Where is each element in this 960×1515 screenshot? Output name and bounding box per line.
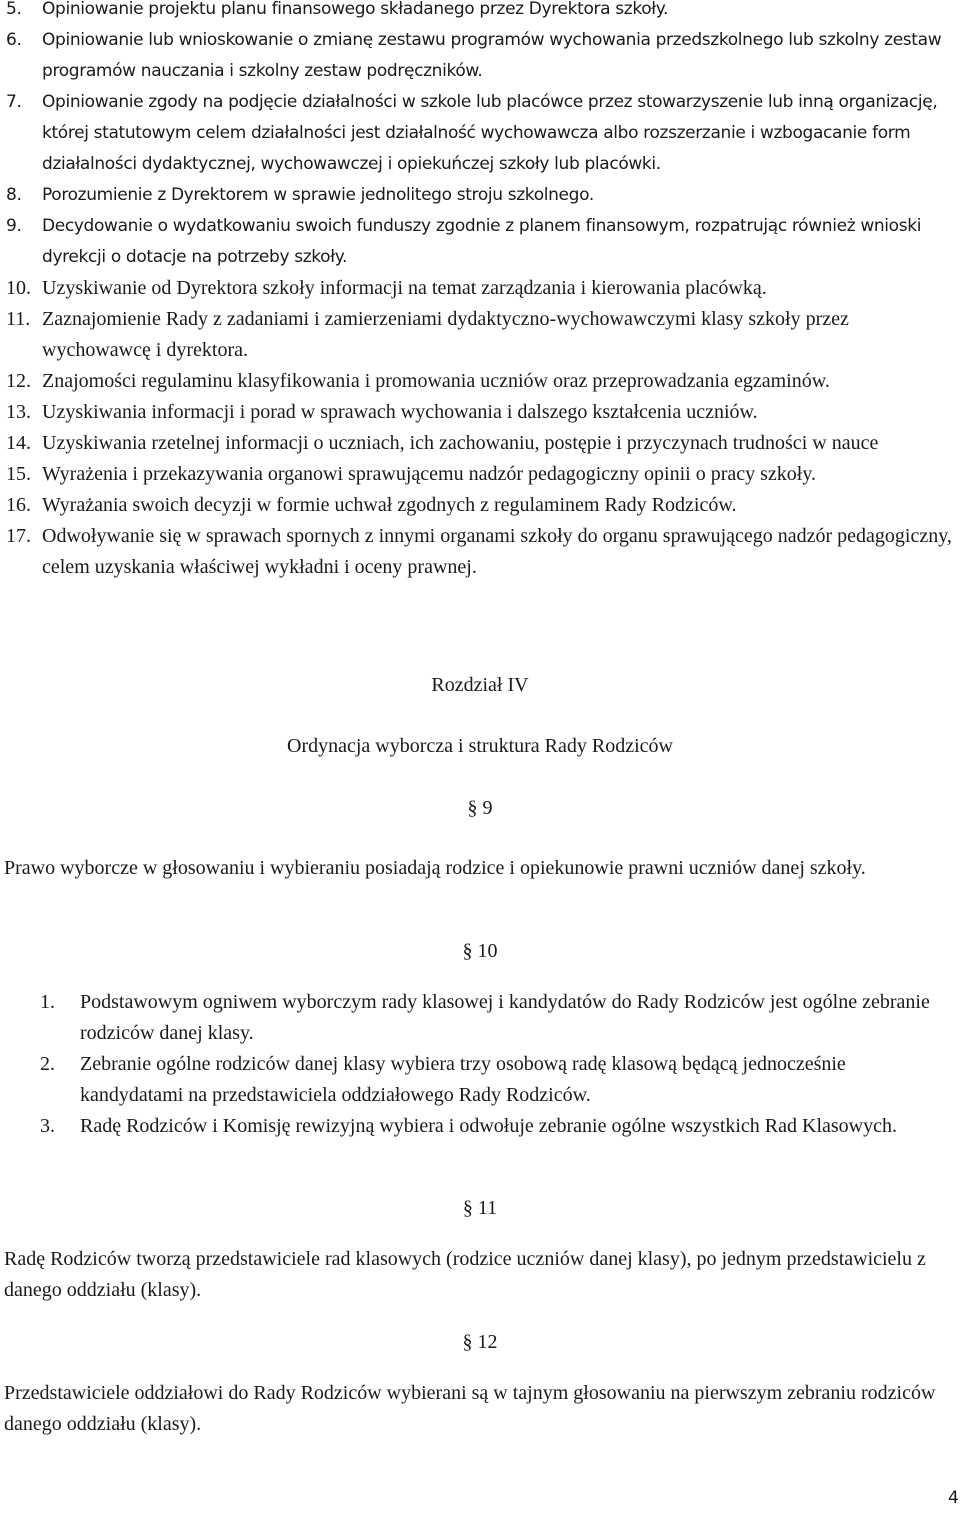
list-text: Uzyskiwanie od Dyrektora szkoły informacji na temat zarządzania i kierowania placówką. [42, 277, 767, 299]
list-text: Odwoływanie się w sprawach spornych z innymi organami szkoły do organu sprawującego nadzór pedagogiczny, celem uzyskania właściwej wykładni i oceny prawnej. [42, 525, 952, 578]
list-item [6, 211, 960, 273]
list-text: Decydowanie o wydatkowaniu swoich funduszy zgodnie z planem finansowym, rozpatrując również wnioski dyrekcji o dotacje na potrzeby szkoły. [42, 216, 922, 267]
list-item [40, 1049, 940, 1111]
list-item [6, 180, 960, 211]
section-9-text: Prawo wyborcze w głosowaniu i wybieraniu posiadają rodzice i opiekunowie prawni uczniów danej szkoły. [4, 857, 866, 879]
list-text: Znajomości regulaminu klasyfikowania i promowania uczniów oraz przeprowadzania egzaminów. [42, 370, 830, 392]
section-mark-12: § 12 [462, 1331, 498, 1353]
list-item [6, 0, 960, 25]
list-text: Opiniowanie zgody na podjęcie działalności w szkole lub placówce przez stowarzyszenie lub inną organizację, której statutowym celem działalności jest działalność wychowawcza albo rozszerzanie i wzbogacanie form działalności dydaktycznej, wychowawczej i opiekuńczej szkoły lub placówki. [42, 92, 938, 174]
list-text: Uzyskiwania rzetelnej informacji o uczniach, ich zachowaniu, postępie i przyczynach trudności w nauce [42, 432, 879, 454]
section-11-text: Radę Rodziców tworzą przedstawiciele rad klasowych (rodzice uczniów danej klasy), po jednym przedstawicielu z danego oddziału (klasy). [4, 1248, 926, 1301]
list-item [6, 25, 960, 87]
list-item [40, 1111, 940, 1142]
list-item [6, 87, 960, 180]
chapter-subtitle: Ordynacja wyborcza i struktura Rady Rodziców [287, 735, 673, 757]
list-number: 6. [6, 30, 22, 50]
list-text: Uzyskiwania informacji i porad w sprawach wychowania i dalszego kształcenia uczniów. [42, 401, 758, 423]
list-number: 12. [6, 370, 31, 392]
list-number: 8. [6, 185, 22, 205]
list-number: 3. [40, 1115, 55, 1137]
list-item [6, 428, 960, 459]
list-number: 16. [6, 494, 31, 516]
list-number: 11. [6, 308, 31, 330]
section-mark-11: § 11 [462, 1197, 498, 1219]
list-item [6, 521, 960, 583]
list-item [6, 490, 960, 521]
rights-list [6, 0, 960, 583]
list-number: 5. [6, 0, 22, 19]
list-item [6, 304, 960, 366]
section-12-text: Przedstawiciele oddziałowi do Rady Rodziców wybierani są w tajnym głosowaniu na pierwszym zebraniu rodziców danego oddziału (klasy). [4, 1382, 936, 1435]
list-text: Opiniowanie lub wnioskowanie o zmianę zestawu programów wychowania przedszkolnego lub szkolny zestaw programów nauczania i szkolny zestaw podręczników. [42, 30, 942, 81]
list-item [6, 366, 960, 397]
list-item [6, 273, 960, 304]
list-item [40, 987, 940, 1049]
list-text: Wyrażania swoich decyzji w formie uchwał zgodnych z regulaminem Rady Rodziców. [42, 494, 737, 516]
list-number: 14. [6, 432, 31, 454]
list-number: 15. [6, 463, 31, 485]
list-number: 17. [6, 525, 31, 547]
list-text: Zaznajomienie Rady z zadaniami i zamierzeniami dydaktyczno-wychowawczymi klasy szkoły przez wychowawcę i dyrektora. [42, 308, 849, 361]
list-text: Opiniowanie projektu planu finansowego składanego przez Dyrektora szkoły. [42, 0, 669, 19]
section-10-list [40, 987, 940, 1142]
section-mark-9: § 9 [467, 797, 493, 819]
chapter-title: Rozdział IV [431, 674, 529, 696]
list-text: Radę Rodziców i Komisję rewizyjną wybiera i odwołuje zebranie ogólne wszystkich Rad Klasowych. [80, 1115, 898, 1137]
list-text: Podstawowym ogniwem wyborczym rady klasowej i kandydatów do Rady Rodziców jest ogólne zebranie rodziców danej klasy. [80, 991, 930, 1044]
list-text: Porozumienie z Dyrektorem w sprawie jednolitego stroju szkolnego. [42, 185, 594, 205]
list-text: Zebranie ogólne rodziców danej klasy wybiera trzy osobową radę klasową będącą jednocześnie kandydatami na przedstawiciela oddziałowego Rady Rodziców. [80, 1053, 846, 1106]
page-number: 4 [948, 1488, 959, 1508]
list-number: 13. [6, 401, 31, 423]
list-number: 7. [6, 92, 22, 112]
list-number: 9. [6, 216, 22, 236]
list-item [6, 459, 960, 490]
list-number: 1. [40, 991, 55, 1013]
list-number: 2. [40, 1053, 55, 1075]
list-number: 10. [6, 277, 31, 299]
list-text: Wyrażenia i przekazywania organowi sprawującemu nadzór pedagogiczny opinii o pracy szkoły. [42, 463, 817, 485]
list-item [6, 397, 960, 428]
section-mark-10: § 10 [462, 940, 498, 962]
